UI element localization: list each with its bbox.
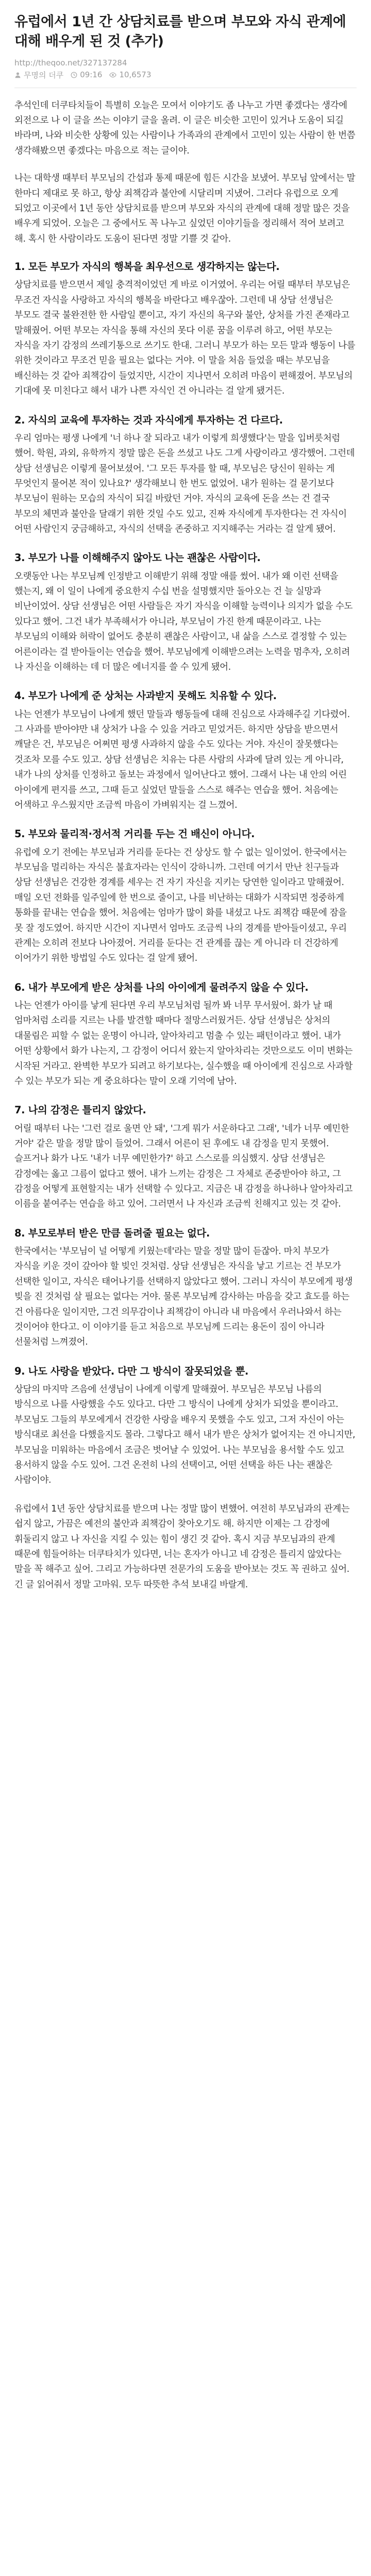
section-heading: 1. 모든 부모가 자식의 행복을 최우선으로 생각하지는 않는다. bbox=[14, 261, 280, 273]
section-paragraph: 나는 언젠가 아이를 낳게 된다면 우리 부모님처럼 될까 봐 너무 무서웠어. 화가 날 때 엄마처럼 소리를 지르는 나를 발견할 때마다 절망스러웠거든. 상담 선생님은 상처의 대물림은 피할 수 없는 운명이 아니라, 알아차리고 멈출 수 있는 패턴이라고 했어. 내가 어떤 상황에서 화가 나는지, 그 감정이 어디서 왔는지 알아차리는 것만으로도 이미 변화는 시작된 거라고. 완벽한 부모가 되려고 하기보다는, 실수했을 때 아이에게 진심으로 사과할 수 있는 부모가 되는 게 중요하다는 말이 오래 기억에 남아. bbox=[14, 1000, 353, 1087]
section-heading: 7. 나의 감정은 틀리지 않았다. bbox=[14, 1104, 146, 1116]
section-paragraph: 오랫동안 나는 부모님께 인정받고 이해받기 위해 정말 애를 썼어. 내가 왜 이런 선택을 했는지, 왜 이 일이 나에게 중요한지 수십 번을 설명했지만 돌아오는 건 늘 실망과 비난이었어. 상담 선생님은 어떤 사람들은 자기 자식을 이해할 능력이나 의지가 없을 수도 있다고 했어. 그건 내가 부족해서가 아니라, 부모님이 가진 한계 때문이라고. 나는 부모님의 이해와 허락이 없어도 충분히 괜찮은 사람이고, 내 삶을 스스로 결정할 수 있는 어른이라는 걸 받아들이는 연습을 했어. 부모님에게 이해받으려는 노력을 멈추자, 오히려 나 자신을 이해하는 데 더 많은 에너지를 쓸 수 있게 됐어. bbox=[14, 571, 353, 673]
section-paragraph: 우리 엄마는 평생 나에게 '너 하나 잘 되라고 내가 이렇게 희생했다'는 말을 입버릇처럼 했어. 학원, 과외, 유학까지 정말 많은 돈을 쓰셨고 나도 그게 사랑이라고 생각했어. 그런데 상담 선생님은 이렇게 물어보셨어. '그 모든 투자를 할 때, 부모님은 당신이 원하는 게 무엇인지 물어본 적이 있나요?' 생각해보니 한 번도 없었어. 내가 원하는 걸 묻기보다 부모님이 원하는 모습의 자식이 되길 바랐던 거야. 자식의 교육에 돈을 쓰는 건 결국 부모의 체면과 불안을 달래기 위한 것일 수도 있고, 진짜 자식에게 투자한다는 건 자식이 어떤 사람인지 궁금해하고, 자식의 선택을 존중하고 지지해주는 거라는 걸 알게 됐어. bbox=[14, 433, 355, 535]
section-heading: 9. 나도 사랑을 받았다. 다만 그 방식이 잘못되었을 뿐. bbox=[14, 1365, 249, 1377]
section-heading: 4. 부모가 나에게 준 상처는 사과받지 못해도 치유할 수 있다. bbox=[14, 690, 277, 702]
section-paragraph: 유럽에 오기 전에는 부모님과 거리를 둔다는 건 상상도 할 수 없는 일이었어. 한국에서는 부모님을 멀리하는 자식은 불효자라는 인식이 강하니까. 그런데 여기서 만난 친구들과 상담 선생님은 건강한 경계를 세우는 건 자기 자신을 지키는 당연한 일이라고 말해줬어. 매일 오던 전화를 일주일에 한 번으로 줄이고, 나를 비난하는 대화가 시작되면 정중하게 통화를 끝내는 연습을 했어. 처음에는 엄마가 많이 화를 내셨고 나도 죄책감 때문에 잠을 못 잘 정도였어. 하지만 시간이 지나면서 엄마도 조금씩 나의 경계를 받아들이셨고, 우리 관계는 오히려 전보다 나아졌어. 거리를 둔다는 건 관계를 끊는 게 아니라 더 건강하게 이어가기 위한 방법일 수도 있다는 걸 알게 됐어. bbox=[14, 847, 347, 964]
section-paragraph: 한국에서는 '부모님이 널 어떻게 키웠는데'라는 말을 정말 많이 듣잖아. 마치 부모가 자식을 키운 것이 갚아야 할 빚인 것처럼. 상담 선생님은 자식을 낳고 기르는 건 부모가 선택한 일이고, 자식은 태어나기를 선택하지 않았다고 했어. 그러니 자식이 부모에게 평생 빚을 진 것처럼 살 필요는 없다는 거야. 물론 부모님께 감사하는 마음을 갖고 효도를 하는 건 아름다운 일이지만, 그건 의무감이나 죄책감이 아니라 내 마음에서 우러나와서 하는 것이어야 한다고. 이 이야기를 듣고 처음으로 부모님께 드리는 용돈이 짐이 아니라 선물처럼 느껴졌어. bbox=[14, 1246, 353, 1348]
post-meta bbox=[14, 70, 357, 88]
user-icon bbox=[14, 72, 21, 78]
source-url[interactable]: http://theqoo.net/327137284 bbox=[14, 58, 127, 67]
section-heading: 3. 부모가 나를 이해해주지 않아도 나는 괜찮은 사람이다. bbox=[14, 552, 261, 564]
time-meta bbox=[71, 70, 102, 79]
section-heading: 8. 부모로부터 받은 만큼 돌려줄 필요는 없다. bbox=[14, 1227, 210, 1239]
section-paragraph: 어릴 때부터 나는 '그런 걸로 울면 안 돼', '그게 뭐가 서운하다고 그래', '네가 너무 예민한 거야' 같은 말을 정말 많이 들었어. 그래서 어른이 된 후에도 내 감정을 믿지 못했어. 슬프거나 화가 나도 '내가 너무 예민한가?' 하고 스스로를 의심했지. 상담 선생님은 감정에는 옳고 그름이 없다고 했어. 내가 느끼는 감정은 그 자체로 존중받아야 하고, 그 감정을 어떻게 표현할지는 내가 선택할 수 있다고. 지금은 내 감정을 하나하나 알아차리고 이름을 붙여주는 연습을 하고 있어. 그러면서 나 자신과 조금씩 친해지고 있는 것 같아. bbox=[14, 1123, 353, 1210]
intro-paragraph: 추석인데 더쿠타치들이 특별히 오늘은 모여서 이야기도 좀 나누고 가면 좋겠다는 생각에 외전으로 나 이 글을 쓰는 이야기 글을 올려. 이 글은 비슷한 고민이 있거나 도움이 되길 바라며, 나와 비슷한 상황에 있는 사람이나 가족과의 관계에서 고민이 있는 사람이 한 번쯤 생각해봤으면 좋겠다는 마음으로 적는 글이야. bbox=[14, 100, 356, 156]
section-heading: 6. 내가 부모에게 받은 상처를 나의 아이에게 물려주지 않을 수 있다. bbox=[14, 981, 309, 993]
section-paragraph: 상담의 마지막 즈음에 선생님이 나에게 이렇게 말해줬어. 부모님은 부모님 나름의 방식으로 나를 사랑했을 수도 있다고. 다만 그 방식이 나에게 상처가 되었을 뿐이라고. 부모님도 그들의 부모에게서 건강한 사랑을 배우지 못했을 수도 있고, 그저 자신이 아는 방식대로 최선을 다했을지도 몰라. 그렇다고 해서 내가 받은 상처가 없어지는 건 아니지만, 부모님을 미워하는 마음에서 조금은 벗어날 수 있었어. 나는 부모님을 용서할 수도 있고 용서하지 않을 수도 있어. 그건 온전히 나의 선택이고, 어떤 선택을 하든 나는 괜찮은 사람이야. bbox=[14, 1384, 356, 1486]
author-name: 무명의 더쿠 bbox=[24, 70, 64, 80]
section-heading: 2. 자식의 교육에 투자하는 것과 자식에게 투자하는 건 다르다. bbox=[14, 414, 283, 426]
post-content bbox=[14, 98, 357, 1592]
author-meta[interactable] bbox=[14, 70, 63, 80]
intro-paragraph: 나는 대학생 때부터 부모님의 간섭과 통제 때문에 힘든 시간을 보냈어. 부모님 앞에서는 말 한마디 제대로 못 하고, 항상 죄책감과 불안에 시달리며 지냈어. 그러다 유럽으로 오게 되었고 이곳에서 1년 동안 상담치료를 받으며 부모와 자식의 관계에 대해 정말 많은 것을 배우게 되었어. 오늘은 그 중에서도 꼭 나누고 싶었던 이야기들을 정리해서 적어 보려고 해. 혹시 한 사람이라도 도움이 된다면 정말 기쁠 것 같아. bbox=[14, 173, 356, 244]
section-paragraph: 나는 언젠가 부모님이 나에게 했던 말들과 행동들에 대해 진심으로 사과해주길 기다렸어. 그 사과를 받아야만 내 상처가 나을 수 있을 거라고 믿었거든. 하지만 상담을 받으면서 깨달은 건, 부모님은 어쩌면 평생 사과하지 않을 수도 있다는 거야. 자신이 잘못했다는 것조차 모를 수도 있고. 상담 선생님은 치유는 다른 사람의 사과에 달려 있는 게 아니라, 내가 나의 상처를 인정하고 돌보는 과정에서 일어난다고 했어. 그래서 나는 내 안의 어린 아이에게 편지를 쓰고, 그때 듣고 싶었던 말들을 스스로 해주는 연습을 했어. 처음에는 어색하고 우스웠지만 조금씩 마음이 가벼워지는 걸 느꼈어. bbox=[14, 709, 350, 810]
clock-icon bbox=[71, 72, 77, 78]
post-time: 09:16 bbox=[80, 70, 103, 80]
views-meta bbox=[109, 70, 151, 79]
view-count: 10,6573 bbox=[119, 70, 151, 80]
section-heading: 5. 부모와 물리적·정서적 거리를 두는 건 배신이 아니다. bbox=[14, 828, 255, 840]
outro-paragraph: 유럽에서 1년 동안 상담치료를 받으며 나는 정말 많이 변했어. 여전히 부모님과의 관계는 쉽지 않고, 가끔은 예전의 불안과 죄책감이 찾아오기도 해. 하지만 이제는 그 감정에 휘둘리지 않고 나 자신을 지킬 수 있는 힘이 생긴 것 같아. 혹시 지금 부모님과의 관계 때문에 힘들어하는 더쿠타치가 있다면, 너는 혼자가 아니고 네 감정은 틀리지 않았다는 말을 꼭 해주고 싶어. 그리고 가능하다면 전문가의 도움을 받아보는 것도 꼭 권하고 싶어. 긴 글 읽어줘서 정말 고마워. 모두 따뜻한 추석 보내길 바랄게. bbox=[14, 1503, 350, 1590]
section-paragraph: 상담치료를 받으면서 제일 충격적이었던 게 바로 이거였어. 우리는 어릴 때부터 부모님은 무조건 자식을 사랑하고 자식의 행복을 바란다고 배우잖아. 그런데 내 상담 선생님은 부모도 결국 불완전한 한 사람일 뿐이고, 자기 자신의 욕구와 불안, 상처를 가진 존재라고 말해줬어. 어떤 부모는 자식을 통해 자신의 못다 이룬 꿈을 이루려 하고, 어떤 부모는 자식을 자기 감정의 쓰레기통으로 쓰기도 한대. 그러니 부모가 하는 모든 말과 행동이 나를 위한 것이라고 무조건 믿을 필요는 없다는 거야. 이 말을 처음 들었을 때는 부모님을 배신하는 것 같아 죄책감이 들었지만, 시간이 지나면서 오히려 마음이 편해졌어. 부모님의 기대에 못 미친다고 해서 내가 나쁜 자식인 건 아니라는 걸 알게 됐거든. bbox=[14, 280, 356, 397]
post-title: 유럽에서 1년 간 상담치료를 받으며 부모와 자식 관계에 대해 배우게 된 것 (추가) bbox=[14, 14, 346, 50]
eye-icon bbox=[109, 72, 116, 78]
